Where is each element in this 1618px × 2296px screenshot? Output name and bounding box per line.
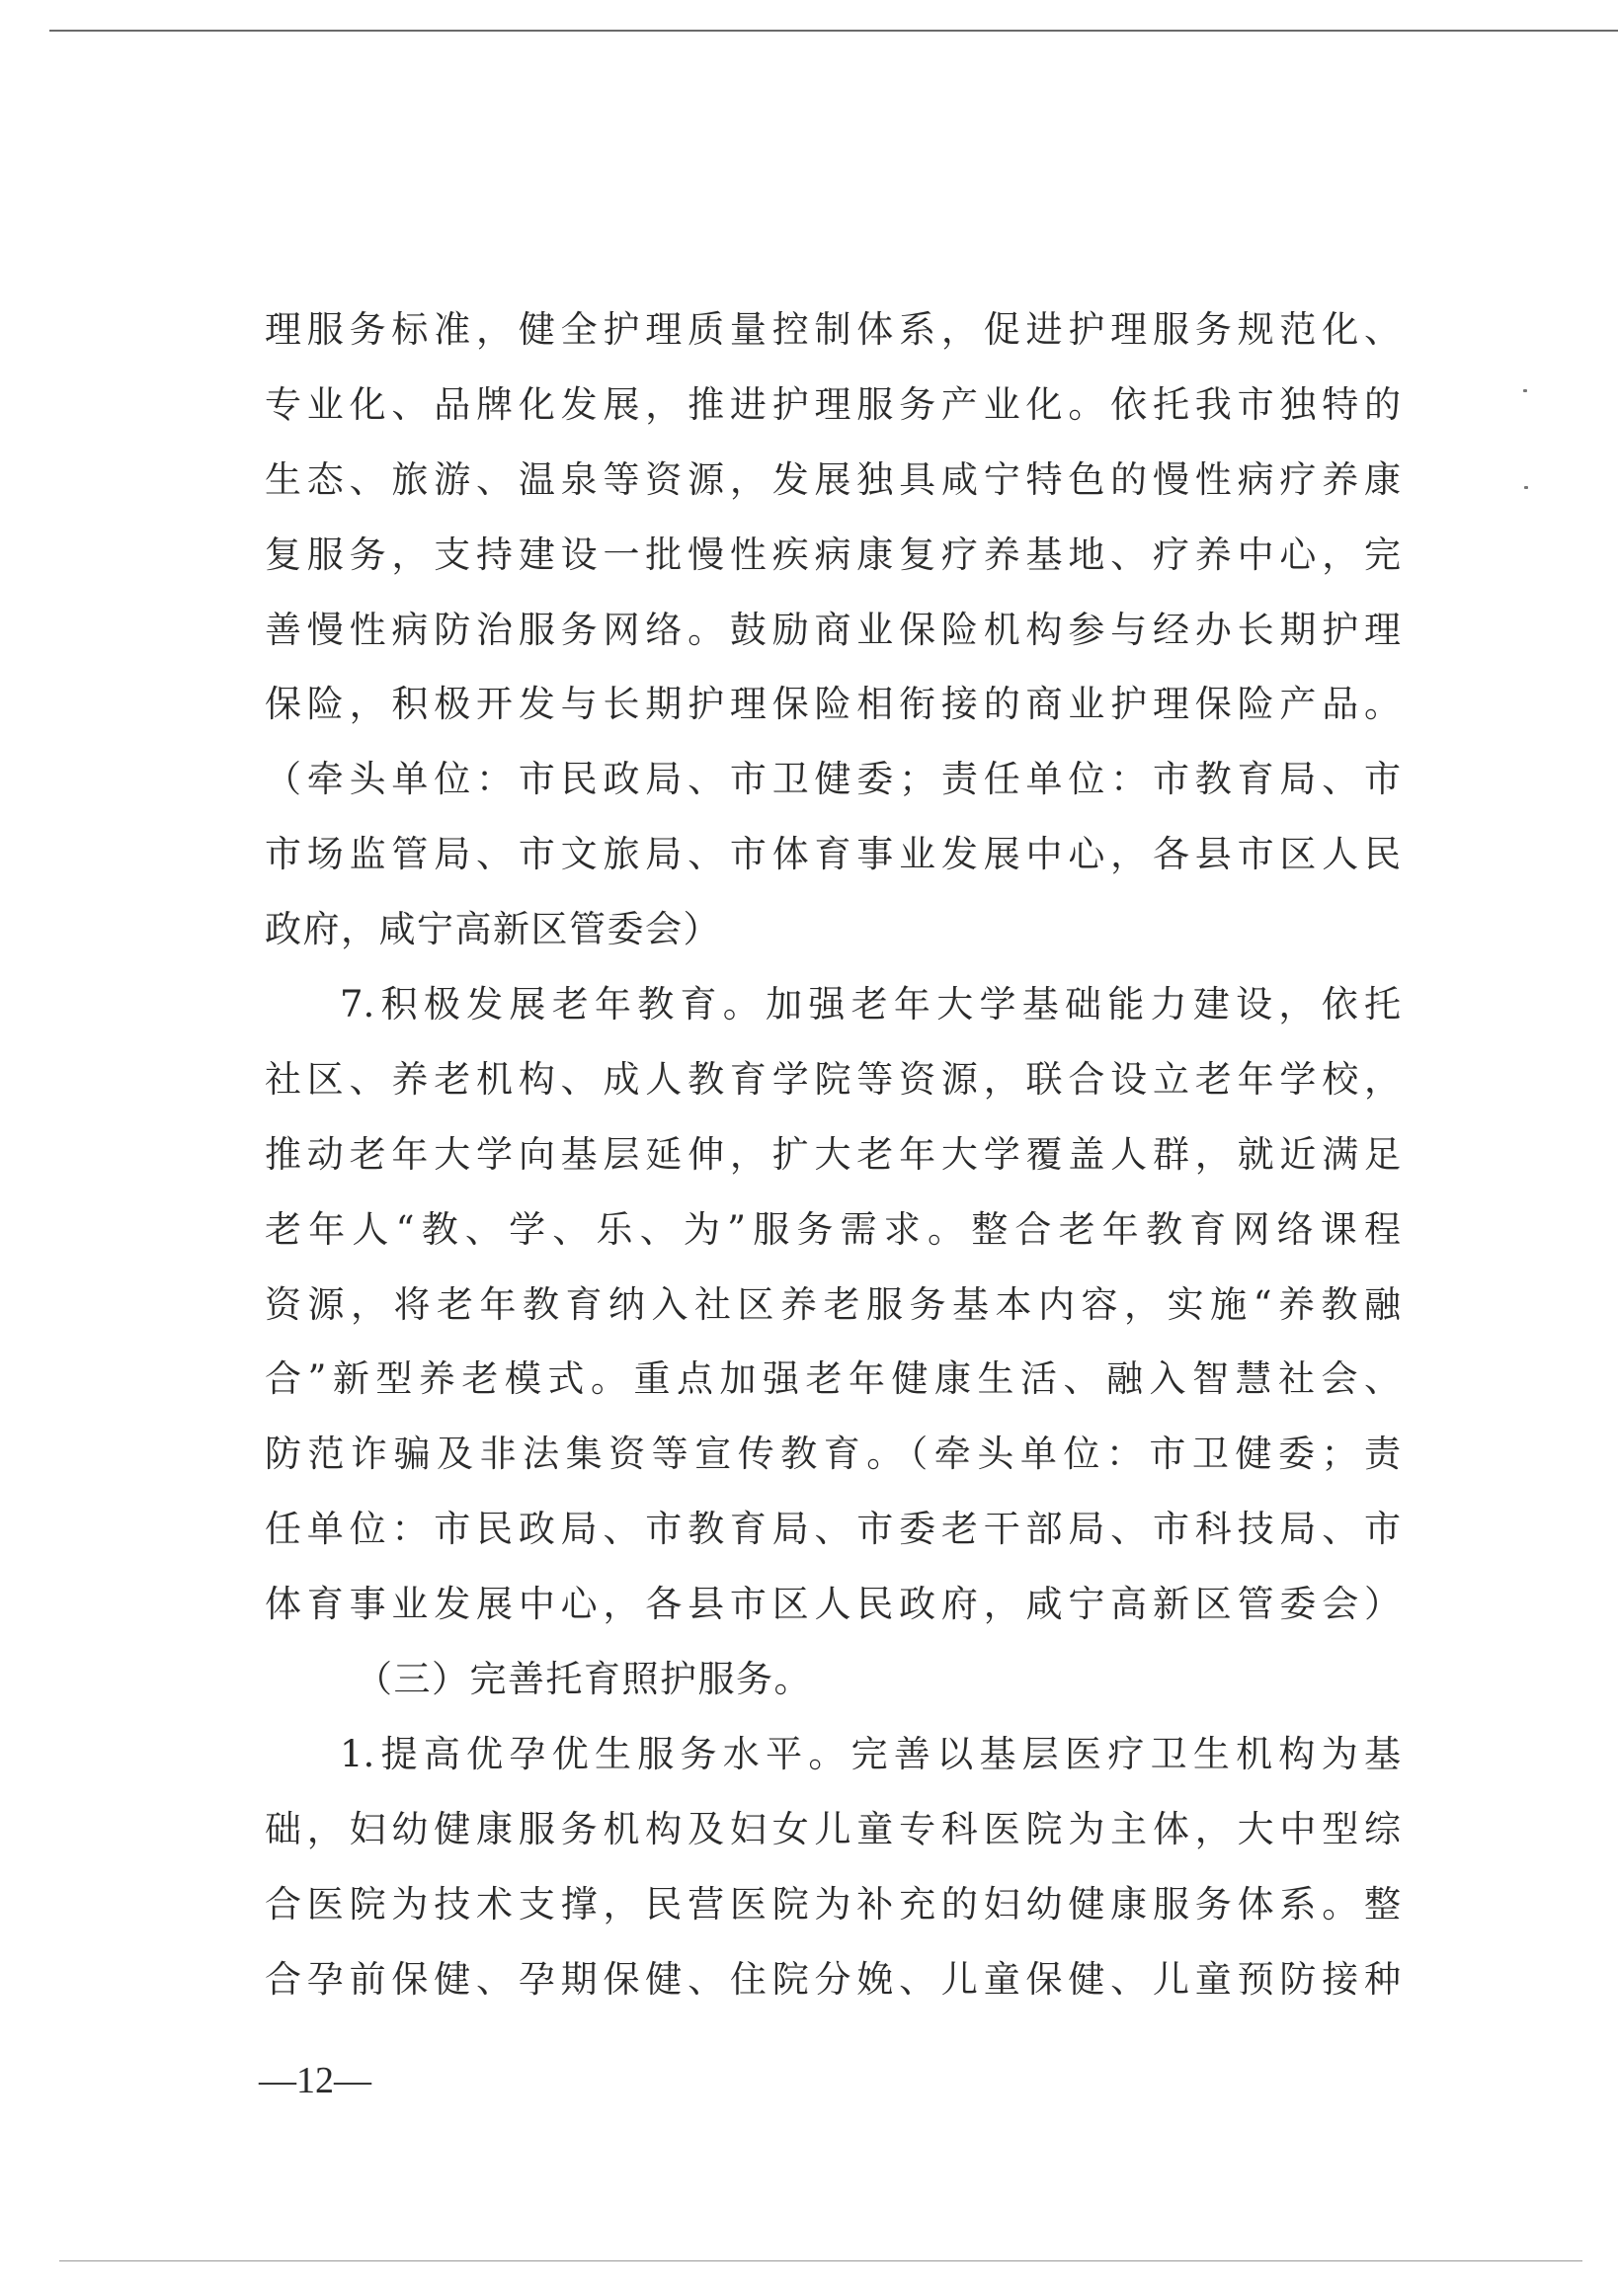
header-rule — [49, 30, 1618, 32]
body-line: 复服务，支持建设一批慢性疾病康复疗养基地、疗养中心，完 — [265, 533, 1401, 576]
page-number: —12— — [259, 2060, 371, 2101]
body-line: 1.提高优孕优生服务水平。完善以基层医疗卫生机构为基 — [340, 1732, 1401, 1775]
body-line: 体育事业发展中心，各县市区人民政府，咸宁高新区管委会） — [265, 1583, 1401, 1626]
body-line: 合医院为技术支撑，民营医院为补充的妇幼健康服务体系。整 — [265, 1882, 1401, 1926]
body-line: 7.积极发展老年教育。加强老年大学基础能力建设，依托 — [340, 983, 1401, 1026]
body-line: 专业化、品牌化发展，推进护理服务产业化。依托我市独特的 — [265, 382, 1401, 426]
footer-rule — [59, 2260, 1582, 2261]
body-line: 资源，将老年教育纳入社区养老服务基本内容，实施“养教融 — [265, 1282, 1401, 1326]
document-body — [265, 292, 1401, 2016]
body-line: 理服务标准，健全护理质量控制体系，促进护理服务规范化、 — [265, 308, 1401, 351]
body-line: 市场监管局、市文旅局、市体育事业发展中心，各县市区人民 — [265, 833, 1401, 876]
body-line: 任单位：市民政局、市教育局、市委老干部局、市科技局、市 — [265, 1508, 1401, 1551]
body-line: 合孕前保健、孕期保健、住院分娩、儿童保健、儿童预防接种 — [265, 1957, 1401, 2001]
scan-speck — [1523, 389, 1527, 392]
body-line: 推动老年大学向基层延伸，扩大老年大学覆盖人群，就近满足 — [265, 1132, 1401, 1176]
body-line: 老年人“教、学、乐、为”服务需求。整合老年教育网络课程 — [265, 1207, 1401, 1251]
body-line: 础，妇幼健康服务机构及妇女儿童专科医院为主体，大中型综 — [265, 1807, 1401, 1850]
body-line: 社区、养老机构、成人教育学院等资源，联合设立老年学校， — [265, 1057, 1401, 1101]
section-heading: （三）完善托育照护服务。 — [356, 1658, 812, 1701]
body-line: 保险，积极开发与长期护理保险相衔接的商业护理保险产品。 — [265, 683, 1401, 726]
body-line: 合”新型养老模式。重点加强老年健康生活、融入智慧社会、 — [265, 1357, 1401, 1401]
body-line: 善慢性病防治服务网络。鼓励商业保险机构参与经办长期护理 — [265, 608, 1401, 651]
body-line: 防范诈骗及非法集资等宣传教育。（牵头单位：市卫健委；责 — [265, 1433, 1401, 1476]
scan-speck — [1524, 486, 1528, 489]
body-line: （牵头单位：市民政局、市卫健委；责任单位：市教育局、市 — [265, 758, 1401, 801]
body-line: 政府，咸宁高新区管委会） — [265, 908, 721, 951]
body-line: 生态、旅游、温泉等资源，发展独具咸宁特色的慢性病疗养康 — [265, 457, 1401, 501]
